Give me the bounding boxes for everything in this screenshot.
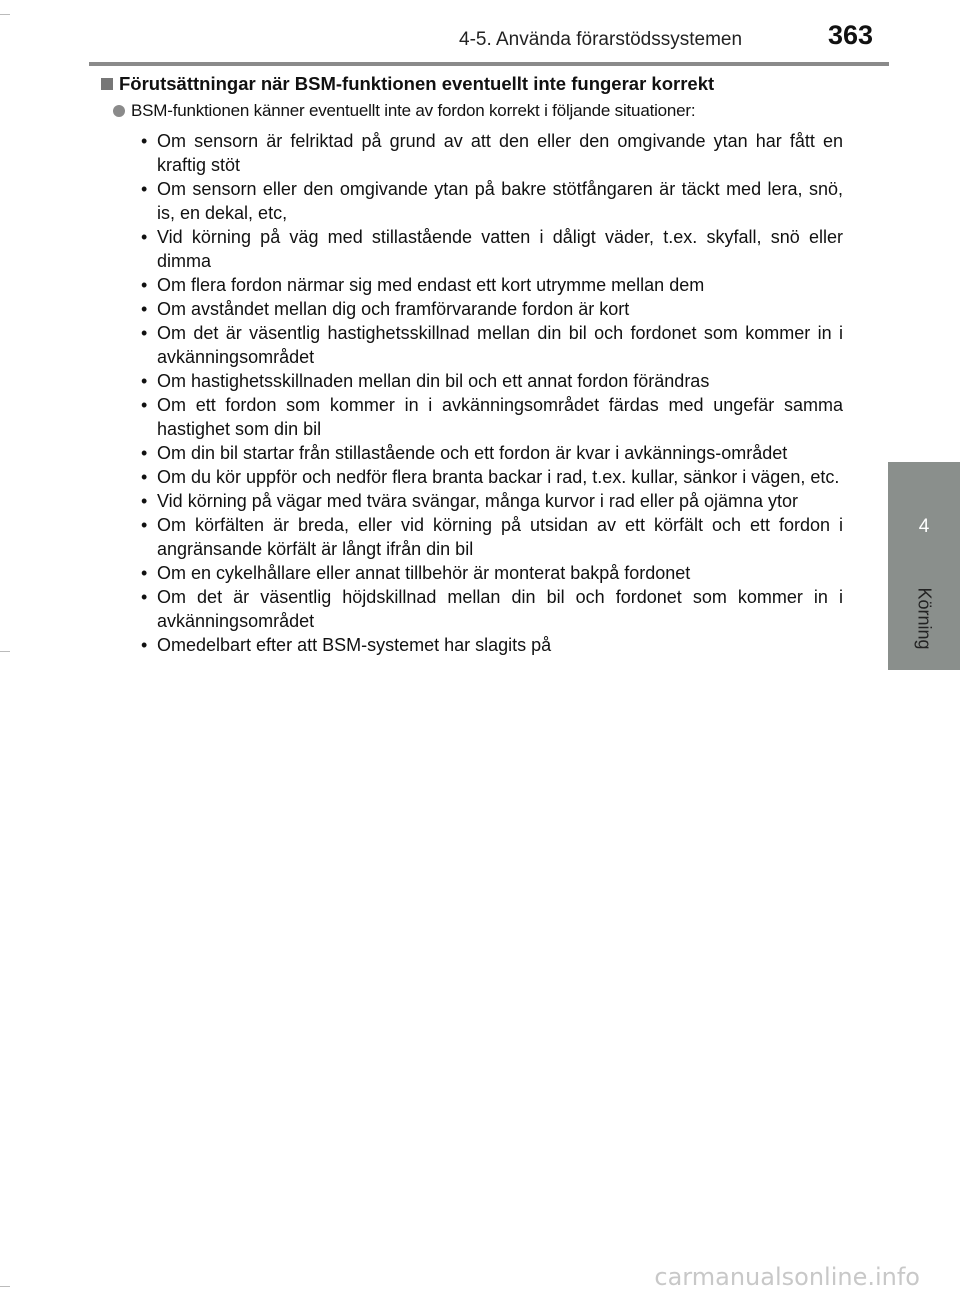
chapter-number: 4: [918, 516, 930, 537]
situation-list: [113, 129, 843, 657]
list-item: • Vid körning på väg med stillastående vatten i dåligt väder, t.ex. skyfall, snö eller dimma: [157, 225, 843, 273]
list-item: • Om det är väsentlig hastighetsskillnad mellan din bil och fordonet som kommer in i avkänningsområdet: [157, 321, 843, 369]
section-header: 4-5. Använda förarstödssystemen: [459, 29, 743, 50]
list-item: • Om avståndet mellan dig och framförvarande fordon är kort: [157, 297, 843, 321]
list-item: • Om sensorn är felriktad på grund av att den eller den omgivande ytan har fått en kraftig stöt: [157, 129, 843, 177]
list-item: • Om flera fordon närmar sig med endast ett kort utrymme mellan dem: [157, 273, 843, 297]
crop-mark: [0, 14, 10, 15]
watermark: carmanualsonline.info: [654, 1263, 920, 1291]
list-item: • Om det är väsentlig höjdskillnad mellan din bil och fordonet som kommer in i avkänningsområdet: [157, 585, 843, 633]
main-content: [113, 73, 843, 657]
list-item: • Om körfälten är breda, eller vid körning på utsidan av ett körfält och ett fordon i angränsande körfält är långt ifrån din bil: [157, 513, 843, 561]
list-item: • Vid körning på vägar med tvära svängar, många kurvor i rad eller på ojämna ytor: [157, 489, 843, 513]
list-item: • Om ett fordon som kommer in i avkänningsområdet färdas med ungefär samma hastighet som din bil: [157, 393, 843, 441]
section-heading-text: Förutsättningar när BSM-funktionen eventuellt inte fungerar korrekt: [119, 73, 715, 94]
circle-bullet-icon: [113, 105, 125, 117]
crop-mark: [0, 651, 10, 652]
header-divider: [89, 62, 889, 66]
square-bullet-icon: [101, 78, 113, 90]
section-heading: [101, 73, 843, 95]
chapter-title-vertical: [888, 558, 960, 678]
list-item: • Om en cykelhållare eller annat tillbehör är monterat bakpå fordonet: [157, 561, 843, 585]
page-number: 363: [828, 20, 874, 50]
chapter-title: Körning: [914, 586, 935, 650]
list-item: • Om hastighetsskillnaden mellan din bil och ett annat fordon förändras: [157, 369, 843, 393]
list-item: • Omedelbart efter att BSM-systemet har slagits på: [157, 633, 843, 657]
list-item: • Om din bil startar från stillastående och ett fordon är kvar i avkännings-området: [157, 441, 843, 465]
list-item: • Om du kör uppför och nedför flera branta backar i rad, t.ex. kullar, sänkor i vägen, etc.: [157, 465, 843, 489]
crop-mark: [0, 1286, 10, 1287]
subheading-text: BSM-funktionen känner eventuellt inte av fordon korrekt i följande situationer:: [131, 101, 696, 120]
list-item: • Om sensorn eller den omgivande ytan på bakre stötfångaren är täckt med lera, snö, is, en dekal, etc,: [157, 177, 843, 225]
subheading: [113, 101, 843, 121]
